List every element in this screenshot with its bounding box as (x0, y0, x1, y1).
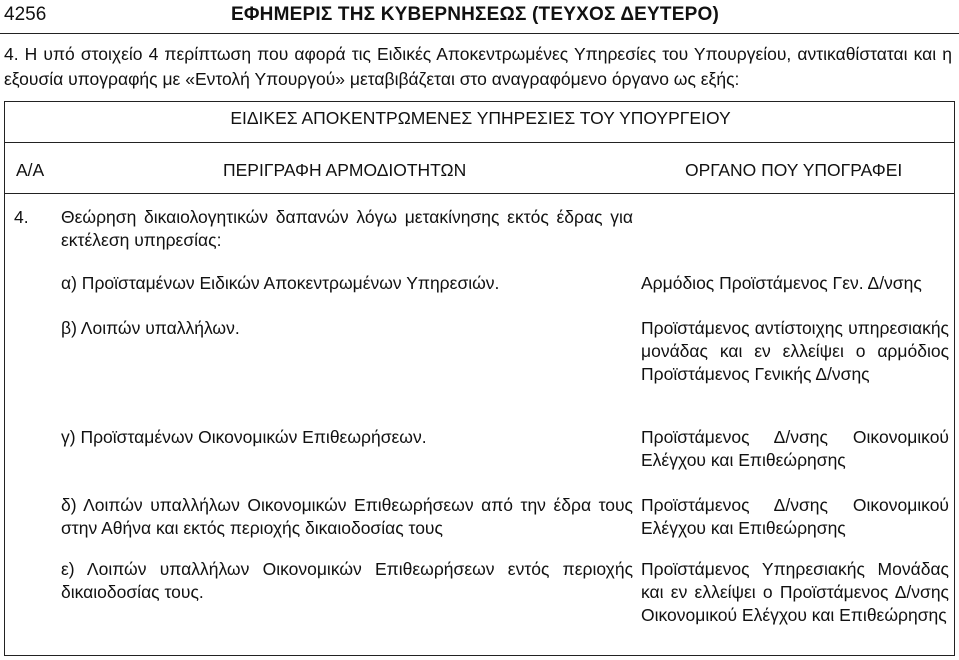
row-d-description: δ) Λοιπών υπαλλήλων Οικονομικών Επιθεωρήσεων από την έδρα τους στην Αθήνα και εκτός περιοχής δικαιοδοσίας τους (61, 495, 633, 538)
row-a-organ: Αρμόδιος Προϊστάμενος Γεν. Δ/νσης (641, 273, 922, 293)
item-number: 4. (14, 207, 29, 227)
row-b-description: β) Λοιπών υπαλλήλων. (61, 318, 240, 338)
page-number: 4256 (4, 4, 47, 25)
row-a-description: α) Προϊσταμένων Ειδικών Αποκεντρωμένων Υπηρεσιών. (61, 273, 500, 293)
header-row-divider (5, 193, 954, 194)
title-divider (5, 142, 954, 143)
page-header (0, 0, 959, 36)
row-e-organ: Προϊστάμενος Υπηρεσιακής Μονάδας και εν ελλείψει ο Προϊστάμενος Δ/νσης Οικονομικού Ελέγχου και Επιθεώρησης (641, 559, 949, 625)
row-b-organ: Προϊστάμενος αντίστοιχης υπηρεσιακής μονάδας και εν ελλείψει ο αρμόδιος Προϊστάμενος Γενικής Δ/νσης (641, 318, 949, 384)
row-c-organ: Προϊστάμενος Δ/νσης Οικονομικού Ελέγχου και Επιθεώρησης (641, 427, 949, 470)
gazette-title: ΕΦΗΜΕΡΙΣ ΤΗΣ ΚΥΒΕΡΝΗΣΕΩΣ (ΤΕΥΧΟΣ ΔΕΥΤΕΡΟ) (231, 4, 719, 25)
intro-paragraph: 4. Η υπό στοιχείο 4 περίπτωση που αφορά τις Ειδικές Αποκεντρωμένες Υπηρεσίες του Υπουργείου, αντικαθίσταται και η εξουσία υπογραφής με «Εντολή Υπουργού» μεταβιβάζεται στο αναγραφόμενο όργανο ως εξής: (4, 44, 952, 89)
column-header-aa: Α/Α (16, 160, 45, 180)
row-d-organ: Προϊστάμενος Δ/νσης Οικονομικού Ελέγχου και Επιθεώρησης (641, 495, 949, 538)
row-c-description: γ) Προϊσταμένων Οικονομικών Επιθεωρήσεων. (61, 427, 427, 447)
column-header-organ: ΟΡΓΑΝΟ ΠΟΥ ΥΠΟΓΡΑΦΕΙ (685, 160, 903, 180)
table-title: ΕΙΔΙΚΕΣ ΑΠΟΚΕΝΤΡΩΜΕΝΕΣ ΥΠΗΡΕΣΙΕΣ ΤΟΥ ΥΠΟΥΡΓΕΙΟΥ (230, 108, 731, 128)
row-e-description: ε) Λοιπών υπαλλήλων Οικονομικών Επιθεωρήσεων εντός περιοχής δικαιοδοσίας τους. (61, 559, 633, 602)
column-header-description: ΠΕΡΙΓΡΑΦΗ ΑΡΜΟΔΙΟΤΗΤΩΝ (223, 160, 467, 180)
header-divider (0, 33, 959, 34)
authorities-table (4, 101, 955, 656)
item-description: Θεώρηση δικαιολογητικών δαπανών λόγω μετακίνησης εκτός έδρας για εκτέλεση υπηρεσίας: (61, 207, 633, 250)
